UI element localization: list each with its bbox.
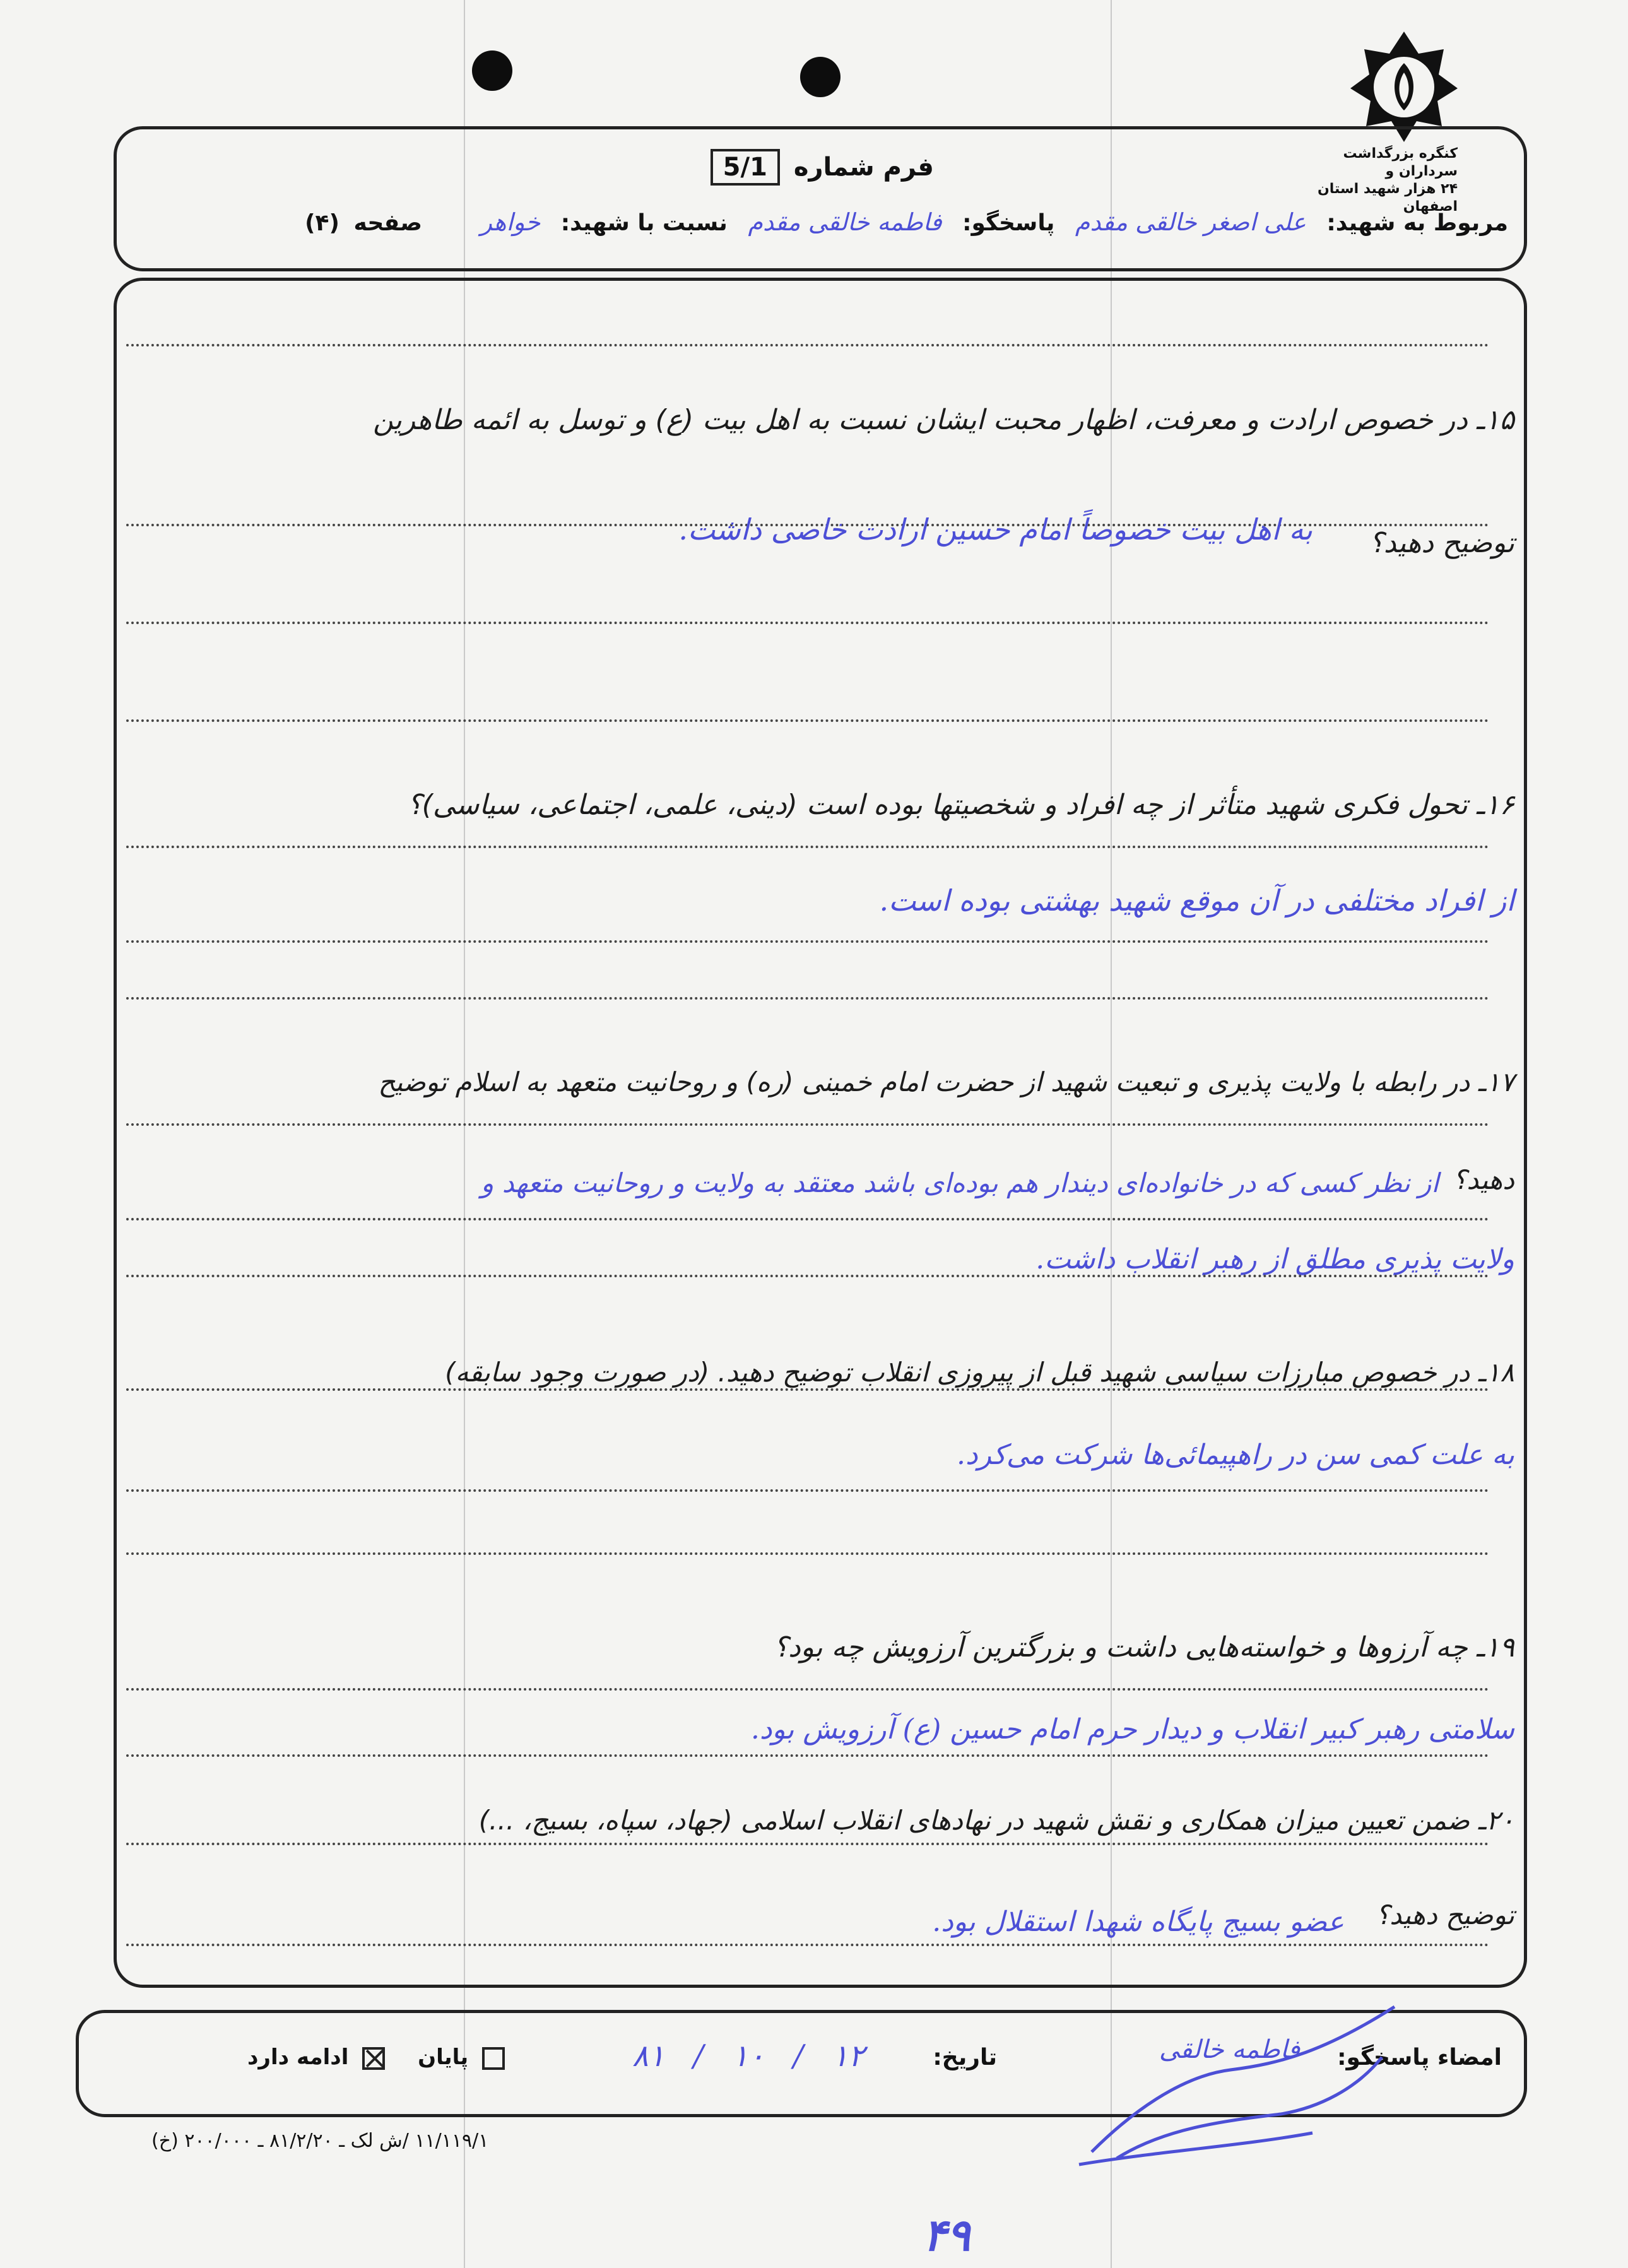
date-day: ۸۱ <box>632 2038 665 2074</box>
answer-line: به اهل بیت خصوصاً امام حسین ارادت خاصی داشت. <box>678 512 1312 546</box>
answer-line: از افراد مختلفی در آن موقع شهید بهشتی بوده است. <box>879 883 1514 918</box>
answer-line: ولایت پذیری مطلق از رهبر انقلاب داشت. <box>1035 1243 1514 1275</box>
answer-20 <box>631 1906 1344 1938</box>
answer-line: عضو بسیج پایگاه شهدا استقلال بود. <box>932 1906 1344 1938</box>
date-value <box>599 2038 864 2074</box>
date-separator: / <box>793 2038 804 2074</box>
question-text: چه آرزوها و خواسته‌هایی داشت و بزرگترین آرزویش چه بود؟ <box>773 1631 1468 1663</box>
dotted-rule <box>126 1218 1489 1220</box>
form-number-box: 5/1 <box>711 149 780 186</box>
question-text: ضمن تعیین میزان همکاری و نقش شهید در نهادهای انقلاب اسلامی (جهاد، سپاه، بسیج، ...) <box>478 1805 1470 1836</box>
question-text: تحول فکری شهید متأثر از چه افراد و شخصیتها بوده است (دینی، علمی، اجتماعی، سیاسی)؟ <box>407 789 1468 821</box>
answer-15 <box>379 512 1312 546</box>
answer-16 <box>568 883 1514 918</box>
relation-label: نسبت با شهید: <box>560 210 728 236</box>
signature-text: فاطمه خالقی <box>1159 2035 1300 2064</box>
question-text: در خصوص مبارزات سیاسی شهید قبل از پیروزی انقلاب توضیح دهید. (در صورت وجود سابقه) <box>445 1357 1470 1388</box>
answer-line: سلامتی رهبر کبیر انقلاب و دیدار حرم امام حسین (ع) آرزویش بود. <box>750 1713 1514 1745</box>
dotted-rule <box>126 1944 1489 1946</box>
question-number: ۱۷ـ <box>1478 1066 1514 1097</box>
answer-18 <box>568 1439 1514 1471</box>
page-number-handwritten: ۴۹ <box>923 2209 970 2261</box>
answer-17-line2 <box>568 1243 1514 1275</box>
question-number: ۱۹ـ <box>1476 1631 1514 1663</box>
question-17 <box>95 1066 1514 1097</box>
dotted-rule <box>126 940 1489 943</box>
dotted-rule <box>126 1388 1489 1391</box>
question-number: ۲۰ـ <box>1478 1805 1514 1836</box>
status-options <box>202 2045 505 2070</box>
question-text-cont: توضیح دهید؟ <box>1369 527 1514 559</box>
dotted-rule <box>126 846 1489 848</box>
date-month: ۱۰ <box>732 2038 765 2074</box>
related-to-label: مربوط به شهید: <box>1326 210 1508 236</box>
continue-label: ادامه دارد <box>247 2045 349 2070</box>
dotted-rule <box>126 622 1489 624</box>
question-text: در رابطه با ولایت پذیری و تبعیت شهید از حضرت امام خمینی (ره) و روحانیت متعهد به اسلام توضیح <box>378 1066 1470 1097</box>
dotted-rule <box>126 1843 1489 1845</box>
dotted-rule <box>126 344 1489 346</box>
question-text-cont: دهید؟ <box>1453 1164 1514 1195</box>
question-15 <box>126 404 1514 436</box>
header-fields <box>139 208 1508 252</box>
question-number: ۱۵ـ <box>1476 404 1514 436</box>
punch-hole <box>472 50 512 91</box>
print-code: ۱۱/۱۱۹/۱ /ش لک ـ ۸۱/۲/۲۰ ـ ۲۰۰/۰۰۰ (خ) <box>151 2130 489 2152</box>
dotted-rule <box>126 1489 1489 1492</box>
dotted-rule <box>126 1754 1489 1757</box>
question-number: ۱۸ـ <box>1478 1357 1514 1388</box>
question-18 <box>114 1357 1514 1388</box>
question-16 <box>126 789 1514 821</box>
question-19 <box>379 1631 1514 1663</box>
relation-value: خواهر <box>480 208 541 236</box>
dotted-rule <box>126 1688 1489 1691</box>
respondent-label: پاسخگو: <box>962 210 1055 236</box>
continue-checkbox[interactable] <box>362 2047 385 2070</box>
dotted-rule <box>126 719 1489 722</box>
form-number-label: فرم شماره <box>793 153 934 182</box>
date-separator: / <box>693 2038 704 2074</box>
org-name: کنگره بزرگداشت سرداران و ۲۴ هزار شهید استان اصفهان <box>1317 146 1458 215</box>
page-label: صفحه <box>353 210 422 236</box>
date-year: ۱۲ <box>832 2038 864 2074</box>
answer-line: از نظر کسی که در خانواده‌ای دیندار هم بوده‌ای باشد معتقد به ولایت و روحانیت متعهد و <box>481 1167 1439 1198</box>
question-text: در خصوص ارادت و معرفت، اظهار محبت ایشان نسبت به اهل بیت (ع) و توسل به ائمه طاهرین <box>373 404 1468 436</box>
end-label: پایان <box>418 2045 469 2070</box>
end-checkbox[interactable] <box>482 2047 505 2070</box>
date-label: تاریخ: <box>933 2045 997 2070</box>
dotted-rule <box>126 997 1489 1000</box>
punch-hole <box>800 57 841 97</box>
question-20 <box>114 1805 1514 1836</box>
dotted-rule <box>126 1123 1489 1126</box>
handwritten-signature <box>1041 2000 1420 2190</box>
dotted-rule <box>126 1552 1489 1555</box>
form-number-row <box>681 149 934 186</box>
answer-line: به علت کمی سن در راهپیمائی‌ها شرکت می‌کرد. <box>957 1439 1514 1471</box>
martyr-name: علی اصغر خالقی مقدم <box>1075 208 1306 236</box>
signature-label: امضاء پاسخگو: <box>1337 2045 1502 2070</box>
respondent-name: فاطمه خالقی مقدم <box>748 208 942 236</box>
answer-17-line1 <box>114 1167 1439 1198</box>
question-number: ۱۶ـ <box>1476 789 1514 821</box>
dotted-rule <box>126 1275 1489 1277</box>
question-text-cont: توضیح دهید؟ <box>1375 1899 1514 1930</box>
page-value: (۴) <box>305 210 339 236</box>
answer-19 <box>442 1713 1514 1745</box>
